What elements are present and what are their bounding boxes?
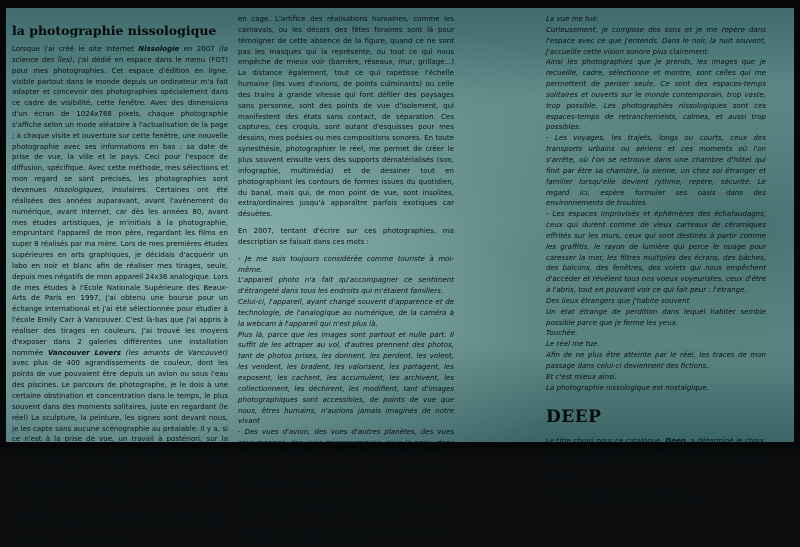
body-paragraph: En 2007, tentant d'écrire sur ces photographies, ma description se faisait dans ces mots : [238, 226, 454, 246]
emphasis-text: photographies nissologiques [96, 510, 202, 520]
quote-line: Afin de ne plus être atteinte par le réel, les traces de mon passage dans celui-ci deviennent des fictions. [546, 350, 766, 370]
text-run: Lorsque j'ai créé le site Internet [12, 44, 139, 53]
site-subtitle: (la science des îles) [12, 44, 228, 64]
text-run: , a déterminé le choix, parmi les [546, 435, 767, 456]
text-run: , l'être humain a déserté le cadre, les paysages. L'animalité reflète l'humanité, souvent approvisoise, ou [12, 510, 228, 541]
quote-line: - Des vues d'avion, des vues d'autres planètes, des vues sous-marines, des vues microscopiques, sous la peau, dans les pierres précieuses et des vues imaginaires dans des montages photographiques, des collages médiatiques et des horreurs. [238, 427, 454, 480]
text-run: ...) [576, 468, 587, 478]
body-paragraph: en cage. L'artifice des réalisations humaines, comme les carnavals, ou les décors des fêtes foraines sont là pour témoigner de cette absence de la figure, quand ce ne sont pas les masques qui la représente, ou tout ce qui nous empêche de mieux voir (barrière, réseaux, mur, grillage...) La distance également, tout ce qui rapetisse l'échelle humaine (les vues d'avions, de points culminants) ou celle des trains à grande vitesse qui font défiler des paysages sans personne, sont des points de vue d'isolement, qui manifestent des états sans contact, de séparation. Ces captures, ces croquis, sont autant d'esquisses pour mes dessins, mes poésies ou mes compositions sonores. En toute synesthésie, photographier le réel, me permet de créer le plus souvent ensuite vers des supports dématérialisés (son, infographie, multimédia) et de dessiner tout en photographiant les contours de formes issues du quotidien, du banal, mais qui, de mon point de vue, sont insolites, extra/ordinaires jusqu'à apparaître parfois exotiques car désuètes. [238, 14, 454, 219]
quote-line: Ainsi les photographies que je prends, les images que je recueille, cadre, sélectionne et montre, sont celles qui me permettent de penser seule. Ce sont des espaces-temps solitaires et ouverts sur le monde contemporain, trop vaste, trop possible. Les photographies nissologiques sont ces espaces-temps de retranchements, calmes, et aussi trop possibles. [546, 57, 766, 132]
quote-line: Que de polémiques intellectuelles sur leurs statuts ! [238, 492, 423, 502]
section-title: la photographie nissologique [12, 23, 217, 38]
quote-line: Plus là, parce que les images sont partout et nulle part. Il suffit de les attraper au vol, d'autres prennent des photos, tant de photos prises, les donnent, les perdent, les volent, les vendent, les bradent, les valorisent, les partagent, les exposent, les cachent, les accumulent, les archivent, les collectionnent, les déchirent, les modifient, tant d'images photographiques sont accessibles, de points de vue que nous, êtres humains, n'aurions jamais imaginés de notre vivant [238, 329, 454, 426]
text-run: recomposées pour les éditions [546, 446, 766, 467]
text-run: , insulaires. Certaines ont été réalisées des années auparavant, avant l'avènement du numérique, avant Internet, car dès les années 80, avant mes études artistiques, je m'initiais à la photographie, empruntant l'appareil de mon père, regardant les films en super 8 réalisés par ma mère. Lors de mes premières études supérieures en arts graphiques, je décidais d'acquérir un labo en noir et blanc afin de réaliser mes tirages, seule, depuis mes négatifs de mon appareil 24x36 analogique. Lors de mes études à l'École Nationale Supérieure des Beaux-Arts de Paris en 1997, j'ai obtenu une bourse pour un échange international et j'ai été sélectionnée pour étudier à l'école Emily Carr à Vancouver. C'est là-bas que j'ai appris à réaliser des tirages en couleurs. J'ai trouvé les moyens d'exposer dans 2 galeries différentes une installation nommée [12, 184, 228, 357]
quote-line: Touchée. [546, 328, 578, 338]
quote-line: Curieusement, je compose des sons et je me repère dans l'espace avec ce que j'entends. Dans le noir, la nuit souvent, j'accueille cette vision sonore plus clairement. [546, 24, 766, 56]
credits-line: Crédits (Photographies, textes, design) [546, 484, 684, 494]
deep-heading: DEEP [546, 406, 602, 427]
copyright-line: © Sonia Marques - Tous droits réservés - 2011 [546, 495, 710, 505]
quote-line: - Je me suis toujours considérée comme touriste à moi-même. [238, 253, 454, 274]
catalogue-name: Deep [665, 435, 686, 445]
text-run: , j'ai dédié en espace dans le menu (FOT) pour mes photographies. Cet espace d'édition en ligne, visible partout dans le monde depuis un ordinateur m'a fait adapter et concevoir des photographies spécialement dans ce cadre de visibilité, cette fenêtre. Avec des dimensions d'un écran de 1024x768 pixels, chaque photographie s'affiche selon un mode aléatoire à l'actualisation de la page ; à chaque visite et ouverture sur cette fenêtre, une nouvelle photographie avec ses informations en bas : sa date de prise de vue, la ville et le pays. Ceci pour l'espace de diffusion, spécifique. Avec cette méthode, mes sélections et mon regard se sont précisés, les photographies sont devenues [12, 54, 228, 194]
quote-line: Le réel me tue. [546, 339, 600, 349]
quote-line: Que d'images, que de polysémies ! [238, 481, 363, 491]
text-run: . D'autres catalogues en sont issus ( [604, 457, 739, 467]
right-column [546, 14, 766, 507]
quote-line: Un état étrange de perdition dans lequel habiter semble possible parce que je ferme les yeux. [546, 306, 766, 327]
quote-line: - Les espaces improvisés et éphémères des échafaudages, ceux qui durent comme de vieux carreaux de céramiques effrités sur les murs, ceux qui sont destinés à partir comme les graffitis, le rayon de lumière qui perce le nuage pour caresser la mer, les filtres multiples des écrans, des bâches, des balcons, des fenêtres, des volets qui nous empêchent d'accéder et révèlent tous nos voeux voyeuristes, ceux d'être à l'abris, tout en pouvant voir ce qui fait peur : l'étrange. [546, 209, 766, 295]
quote-line: Et c'est mieux ainsi. [546, 371, 617, 381]
quote-line: Mon regard est polyphonique et pourtant unique. Si mes yeux étaient des appareils photographiques, ce qu'ils deviennent, je ne pourrais les fermer souvent. Oublier ce que je vois et dormir profondément. [238, 503, 454, 545]
sea-background-panel [6, 8, 794, 545]
text-run: Le titre choisi pour ce catalogue, [546, 435, 666, 445]
text-run: avec plus de 400 agrandissements de couleur, dont les points de vue pouvaient être depuis un avion ou sous l'eau des piscines. Le parcours de photographe, je le dois à une certaine obstination et concentration dans le temps, le plus souvent dans des moments solitaires, juste en regardant (le réel) La sculpture, la peinture, les signes sont devant nous, je les capte sans aucune scénographie au préalable. Il y a, si ce n'est à la prise de vue, un travail à postériori, sur la couleur et les contrastes. C'est une restitution émotionnelle des conditions de captation d'une scène offerte, éminemment visible, accessible, mêlée au regard intérieur du photographe sans aucune clarté ni évidence. Cette tension, ce contraste entre ce que l'on voit et ce qu'apporte la photographie de plus intériorisé, profond, est ce que je recherche. Dans les [12, 358, 228, 520]
quote-line: - Les voyages, les trajets, longs ou courts, ceux des transports urbains ou aériens et ces moments où l'on s'arrête, où l'on se retrouve dans une chambre d'hôtel qui finit par être sa chambre, la sienne, un chez soi étranger et familier lorsqu'elle devient rythme, repère, sécurité. Le regard ici, espère formuler ses oasis dans des environnements de troubles. [546, 133, 766, 208]
publisher-name: Isolarii [577, 457, 605, 467]
quote-line: La photographie nissologique est nostalgique. [546, 382, 709, 392]
emphasis-text: nissologiques [54, 184, 102, 194]
intro-paragraph [12, 44, 228, 543]
deep-paragraph [546, 436, 766, 479]
left-column [12, 14, 228, 543]
emphasis-text: photographies nissologiques [582, 446, 684, 456]
site-name: Nissologie [138, 44, 180, 53]
quote-line: Des lieux étrangers que j'habite souvent. [546, 295, 692, 305]
quote-line: Celui-ci, l'appareil, ayant changé souvent d'apparence et de technologie, de l'analogique au numérique, de la caméra à la webcam à l'appareil qui n'est plus là. [238, 297, 454, 328]
installation-subtitle: (les amants de Vancouver) [120, 347, 229, 357]
quote-line: L'appareil photo n'a fait qu'accompagner ce sentiment d'étrangeté dans tous les endroits qui m'étaient familiers. [238, 275, 454, 296]
quote-line: La vue me tue. [546, 14, 599, 23]
catalogue-names: Jungle, Bonjour [546, 457, 766, 478]
installation-name: Vancouver Lovers [47, 347, 121, 357]
text-run: en 2007 [179, 44, 219, 53]
middle-column [238, 14, 454, 547]
